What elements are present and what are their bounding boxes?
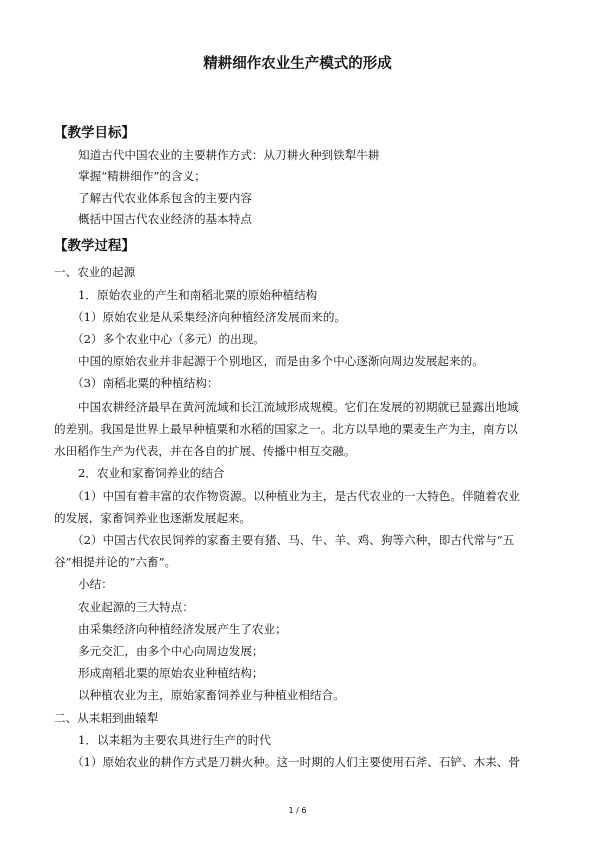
body-line: 的发展，家畜饲养业也逐渐发展起来。 (54, 511, 252, 525)
body-line: （2）多个农业中心（多元）的出现。 (72, 332, 265, 346)
body-line: （1）中国有着丰富的农作物资源。以种植业为主，是古代农业的一大特色。伴随着农业 (72, 489, 520, 503)
body-line: （3）南稻北粟的种植结构： (72, 376, 219, 390)
page-number: 1 / 6 (288, 806, 307, 815)
body-line: 形成南稻北粟的原始农业种植结构； (78, 666, 264, 680)
body-line: 的差别。我国是世界上最早种植粟和水稻的国家之一。北方以旱地的粟麦生产为主，南方以 (54, 422, 518, 436)
heading-teaching-goals: 【教学目标】 (54, 125, 135, 141)
body-line: 由采集经济向种植经济发展产生了农业； (78, 622, 287, 636)
goal-line: 概括中国古代农业经济的基本特点 (78, 212, 252, 226)
goal-line: 了解古代农业体系包含的主要内容 (78, 191, 252, 205)
subsection-heading: 1．原始农业的产生和南稻北粟的原始种植结构 (78, 288, 318, 302)
body-line: （2）中国古代农民饲养的家畜主要有猪、马、牛、羊、鸡、狗等六种，即古代常与“五 (72, 533, 515, 547)
section-heading: 一、农业的起源 (54, 265, 136, 279)
body-line: 谷”相提并论的“六畜”。 (54, 555, 177, 569)
summary-label: 小结： (78, 577, 113, 591)
body-line: 多元交汇，由多个中心向周边发展； (78, 644, 264, 658)
body-line: 农业起源的三大特点： (78, 600, 194, 614)
body-line: （1）原始农业的耕作方式是刀耕火种。这一时期的人们主要使用石斧、石铲、木耒、骨 (72, 755, 520, 769)
body-line: 中国农耕经济最早在黄河流域和长江流域形成规模。它们在发展的初期就已显露出地域 (78, 400, 519, 414)
heading-teaching-process: 【教学过程】 (54, 238, 135, 254)
goal-line: 知道古代中国农业的主要耕作方式：从刀耕火种到铁犁牛耕 (78, 148, 380, 162)
section-heading: 二、从耒耜到曲辕犁 (54, 711, 159, 725)
page-title: 精耕细作农业生产模式的形成 (203, 56, 392, 72)
body-line: 中国的原始农业并非起源于个别地区，而是由多个中心逐渐向周边发展起来的。 (78, 354, 484, 368)
body-line: 水田稻作生产为代表，并在各自的扩展、传播中相互交融。 (54, 444, 356, 458)
body-line: 以种植农业为主，原始家畜饲养业与种植业相结合。 (78, 688, 345, 702)
subsection-heading: 1．以耒耜为主要农具进行生产的时代 (78, 733, 271, 747)
body-line: （1）原始农业是从采集经济向种植经济发展而来的。 (72, 310, 347, 324)
goal-line: 掌握“精耕细作”的含义； (78, 169, 206, 183)
subsection-heading: 2．农业和家畜饲养业的结合 (78, 466, 225, 480)
